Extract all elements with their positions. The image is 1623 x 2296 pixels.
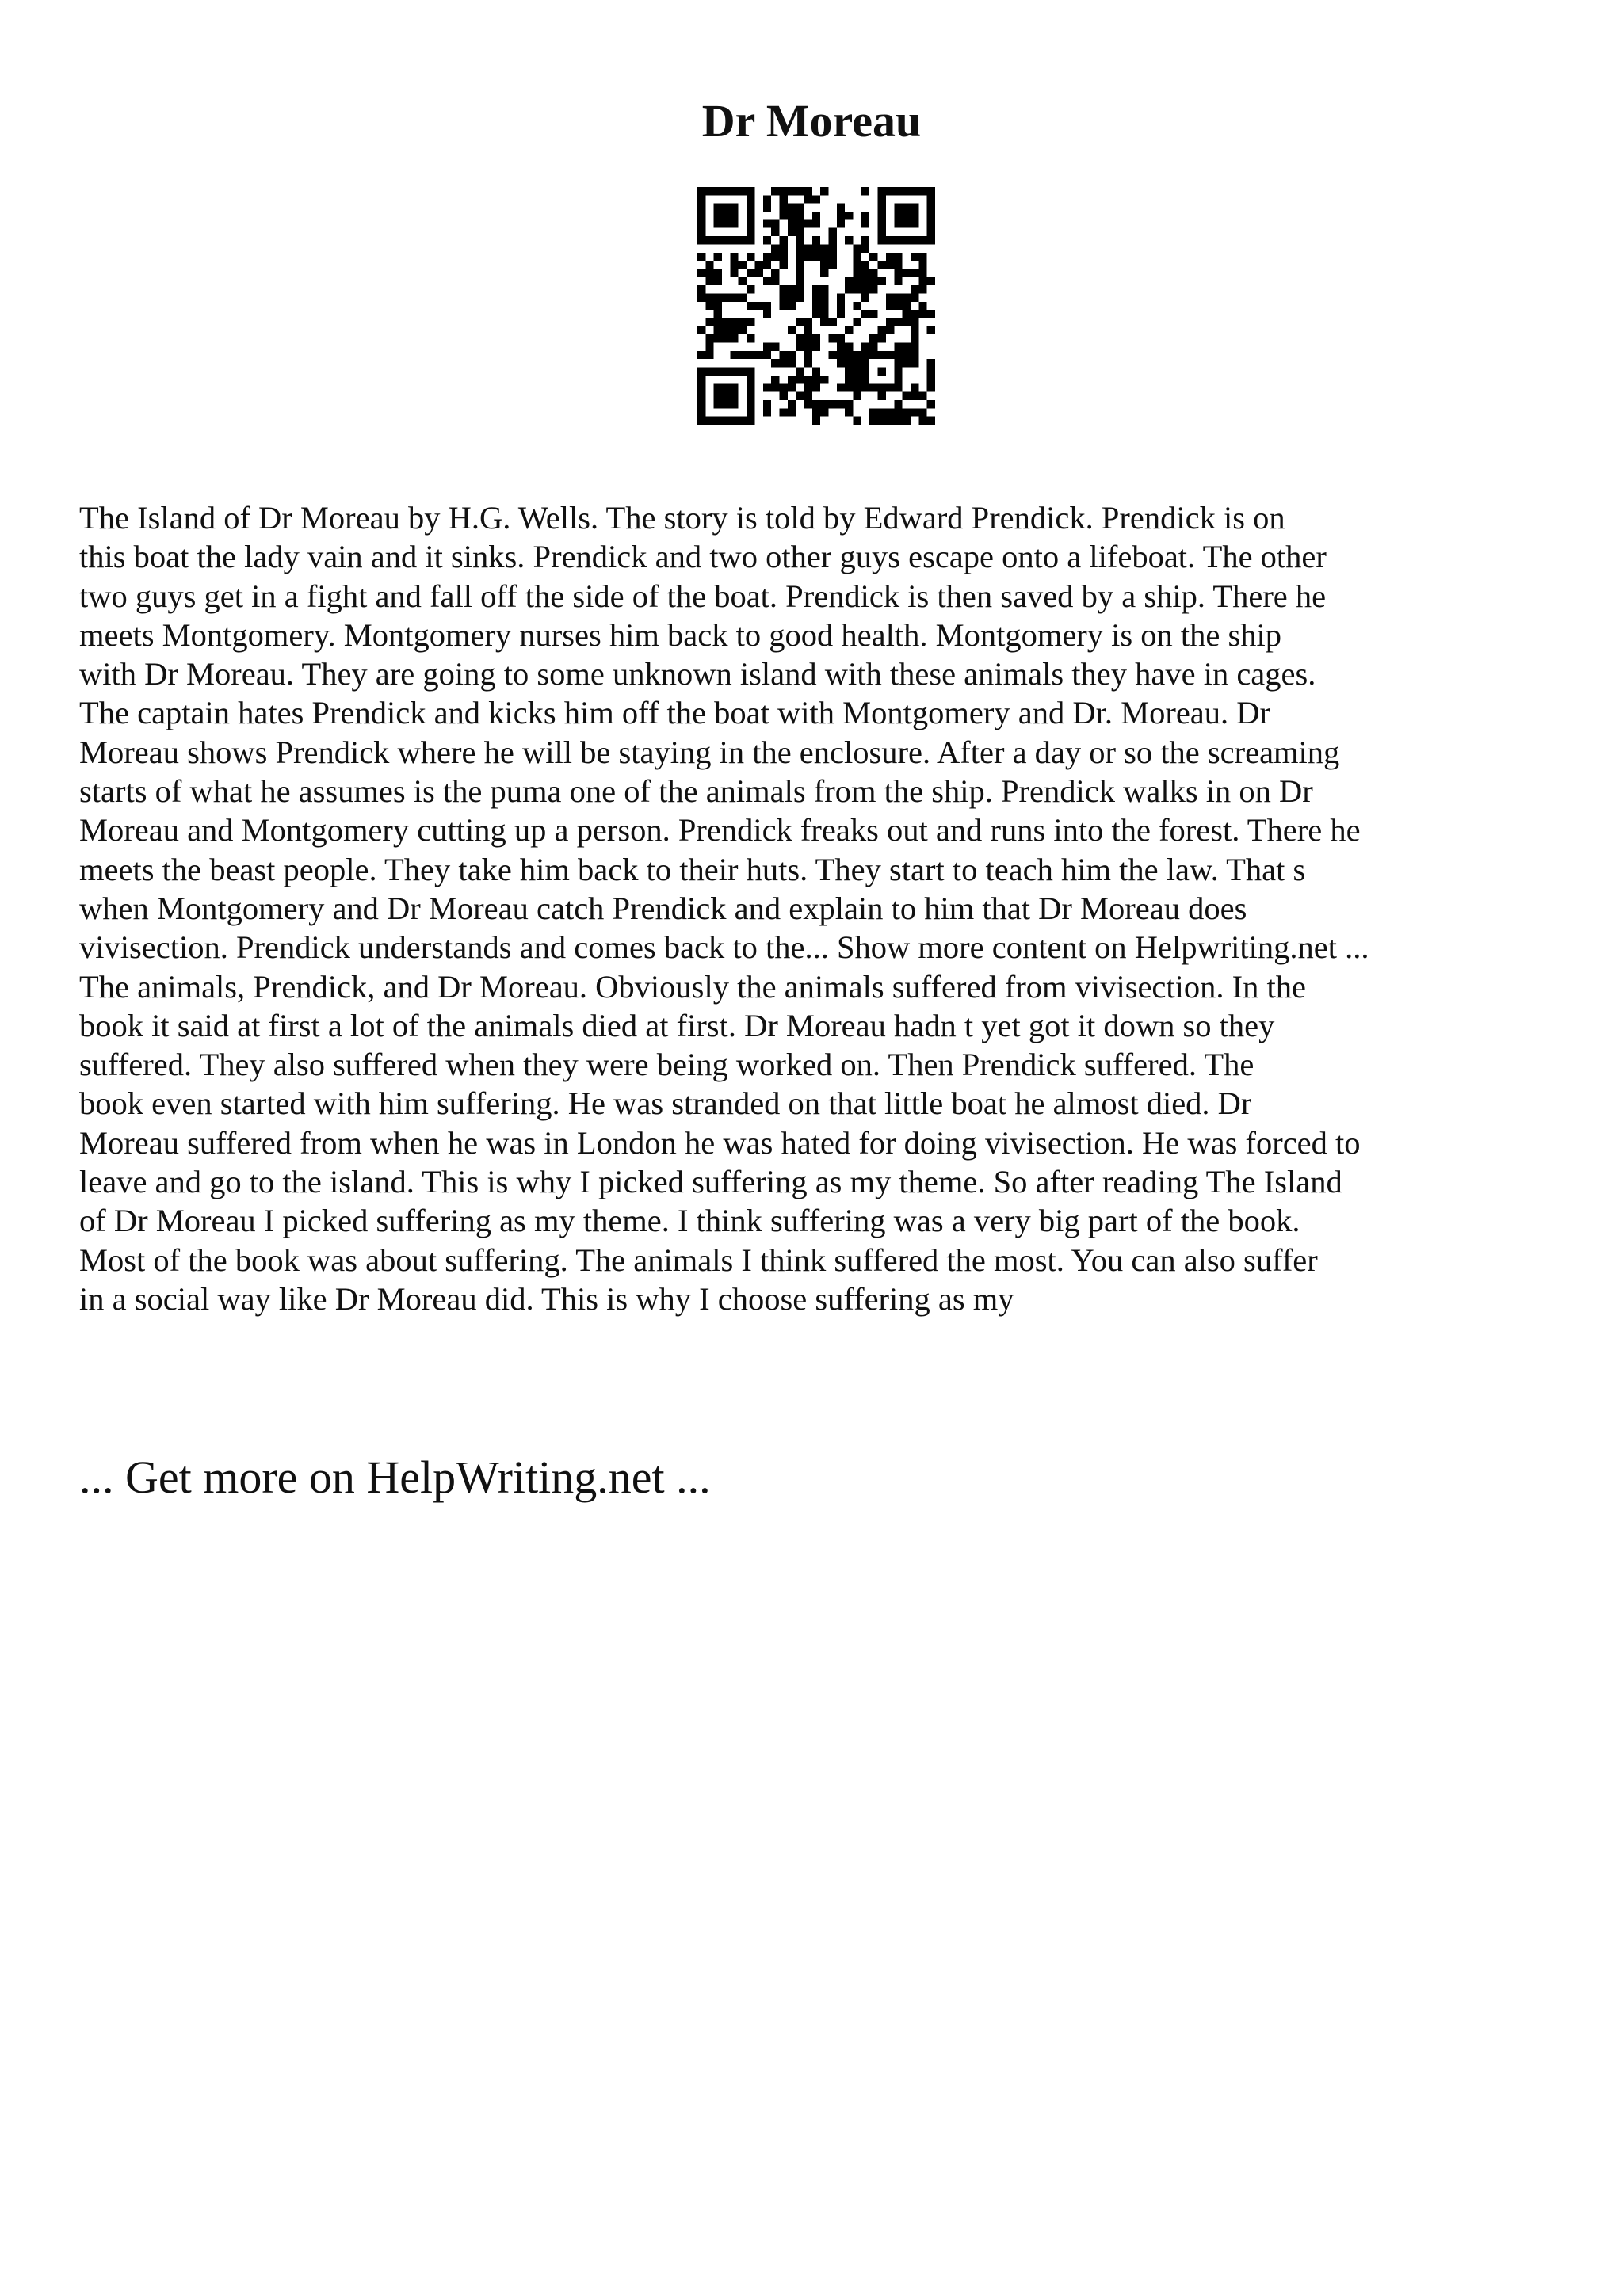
essay-body xyxy=(79,498,1569,1318)
body-line: two guys get in a fight and fall off the side of the boat. Prendick is then saved by a ship. There he xyxy=(79,578,1327,614)
body-line: suffered. They also suffered when they were being worked on. Then Prendick suffered. The xyxy=(79,1047,1254,1083)
body-line: The animals, Prendick, and Dr Moreau. Obviously the animals suffered from vivisection. In the xyxy=(79,968,1306,1005)
body-line: book it said at first a lot of the animals died at first. Dr Moreau hadn t yet got it down so they xyxy=(79,1007,1275,1043)
page-title: Dr Moreau xyxy=(701,95,922,147)
body-line: this boat the lady vain and it sinks. Prendick and two other guys escape onto a lifeboat. The other xyxy=(79,539,1327,575)
body-line: in a social way like Dr Moreau did. This is why I choose suffering as my xyxy=(79,1280,1014,1317)
body-line: The captain hates Prendick and kicks him off the boat with Montgomery and Dr. Moreau. Dr xyxy=(79,695,1271,731)
body-line: of Dr Moreau I picked suffering as my theme. I think suffering was a very big part of the book. xyxy=(79,1203,1300,1239)
body-line: Moreau and Montgomery cutting up a person. Prendick freaks out and runs into the forest. There he xyxy=(79,812,1361,849)
body-line: with Dr Moreau. They are going to some unknown island with these animals they have in cages. xyxy=(79,656,1316,692)
body-line: meets the beast people. They take him back to their huts. They start to teach him the law. That s xyxy=(79,851,1306,887)
body-line: leave and go to the island. This is why I picked suffering as my theme. So after reading The Island xyxy=(79,1164,1342,1200)
body-line: vivisection. Prendick understands and comes back to the... Show more content on Helpwriting.net ... xyxy=(79,929,1369,966)
body-line: starts of what he assumes is the puma one of the animals from the ship. Prendick walks in on Dr xyxy=(79,773,1313,810)
body-line: The Island of Dr Moreau by H.G. Wells. The story is told by Edward Prendick. Prendick is on xyxy=(79,500,1285,536)
qr-code-graphic xyxy=(697,187,935,425)
body-line: Most of the book was about suffering. The animals I think suffered the most. You can also suffer xyxy=(79,1241,1318,1278)
qr-code-icon xyxy=(697,187,935,425)
body-line: Moreau suffered from when he was in London he was hated for doing vivisection. He was forced to xyxy=(79,1124,1361,1161)
body-line: book even started with him suffering. He was stranded on that little boat he almost died. Dr xyxy=(79,1085,1252,1122)
body-line: when Montgomery and Dr Moreau catch Prendick and explain to him that Dr Moreau does xyxy=(79,890,1247,926)
body-line: Moreau shows Prendick where he will be staying in the enclosure. After a day or so the screaming xyxy=(79,734,1340,770)
body-line: meets Montgomery. Montgomery nurses him back to good health. Montgomery is on the ship xyxy=(79,616,1282,653)
get-more-link[interactable]: ... Get more on HelpWriting.net ... xyxy=(79,1451,711,1503)
